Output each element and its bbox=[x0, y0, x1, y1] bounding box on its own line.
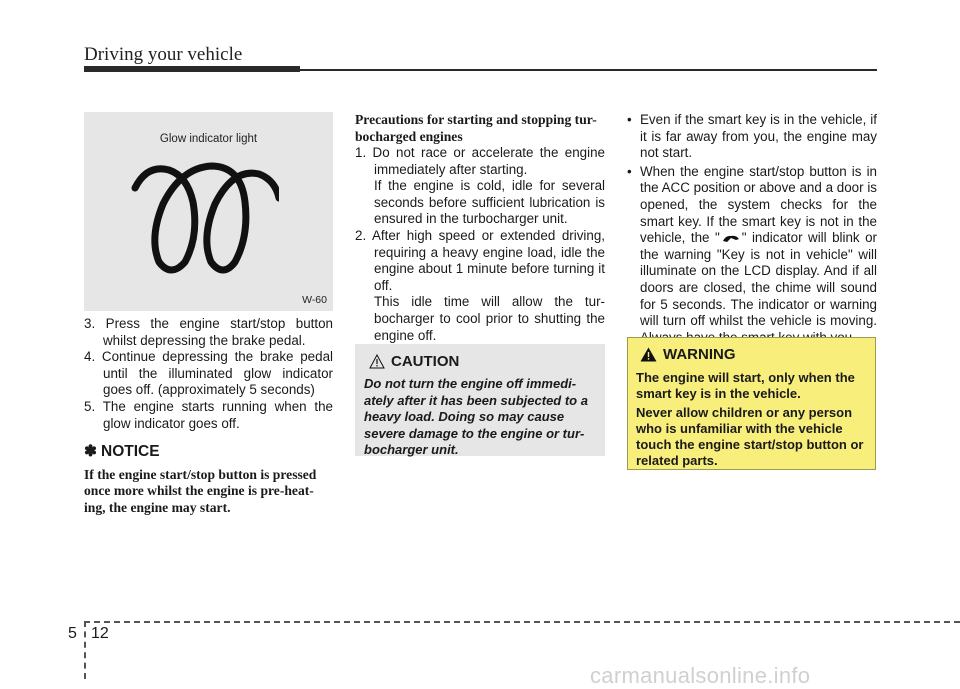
footer-divider bbox=[84, 621, 86, 679]
notice-title: NOTICE bbox=[101, 443, 160, 461]
chapter-number: 5 bbox=[68, 625, 77, 642]
footer-rule bbox=[84, 621, 960, 623]
bullet-2-text-a: When the engine start/stop button is in the ACC position or above and a door is opened, the system checks for the smart key. If the smart key is not in the vehicle, the " bbox=[640, 163, 877, 246]
page-header-title: Driving your vehicle bbox=[84, 44, 243, 65]
notice-symbol-icon: ✽ bbox=[84, 443, 97, 461]
header-rule-thick bbox=[84, 66, 300, 72]
warning-triangle-icon bbox=[640, 347, 657, 362]
figure-code: W-60 bbox=[302, 294, 327, 306]
precaution-item-1: 1. Do not race or accelerate the engine immediately after starting. bbox=[355, 145, 605, 177]
warning-text bbox=[636, 370, 870, 472]
warning-header bbox=[640, 346, 736, 363]
header-rule-thin bbox=[300, 69, 877, 71]
precaution-item-2-detail: This idle time will allow the tur-bocharger to cool prior to shutting the engine off. bbox=[374, 294, 605, 343]
caution-title: CAUTION bbox=[391, 353, 460, 370]
caution-header bbox=[369, 353, 459, 370]
glow-plug-coil-icon bbox=[129, 158, 279, 278]
bullet-2-text-b: " indicator will blink or the warning "Key is not in vehicle" will illuminate on the LCD display. And if all doors are closed, the chime will sound for 5 seconds. The indicator or warning will turn off whilst the vehicle is moving. bbox=[640, 230, 877, 329]
left-column bbox=[84, 316, 333, 516]
caution-triangle-icon bbox=[369, 354, 385, 369]
notice-header bbox=[84, 444, 333, 461]
caution-box bbox=[355, 344, 605, 456]
caution-text: Do not turn the engine off immedi-ately after it has been subjected to a heavy load. Doing so may cause severe damage to the engine or tur-bocharger unit. bbox=[364, 376, 588, 457]
page-number: 12 bbox=[91, 625, 109, 642]
figure-caption: Glow indicator light bbox=[159, 133, 258, 145]
middle-column bbox=[355, 112, 605, 344]
warning-para-1: The engine will start, only when the smart key is in the vehicle. bbox=[636, 370, 855, 401]
smart-key-indicator-icon bbox=[722, 234, 740, 244]
right-column bbox=[627, 112, 877, 348]
warning-box bbox=[627, 337, 876, 470]
glow-indicator-figure bbox=[84, 112, 333, 311]
step-3: 3. Press the engine start/stop button whilst depressing the brake pedal. bbox=[84, 316, 333, 348]
turbo-precautions-heading: Precautions for starting and stopping tur-bocharged engines bbox=[355, 112, 597, 144]
precaution-item-2: 2. After high speed or extended driving, requiring a heavy engine load, idle the engine about 1 minute before turning it off. bbox=[355, 227, 605, 293]
smart-key-bullet-1: • Even if the smart key is in the vehicle, if it is far away from you, the engine may not start. bbox=[627, 112, 877, 162]
warning-title: WARNING bbox=[663, 346, 736, 363]
precaution-item-1-detail: If the engine is cold, idle for several seconds before sufficient lubrication is ensured in the turbocharger unit. bbox=[374, 178, 605, 227]
notice-text: If the engine start/stop button is pressed once more whilst the engine is pre-heat-ing, the engine may start. bbox=[84, 466, 317, 515]
watermark: carmanualsonline.info bbox=[590, 663, 811, 688]
warning-para-2: Never allow children or any person who is unfamiliar with the vehicle touch the engine start/stop button or related parts. bbox=[636, 405, 864, 468]
step-4: 4. Continue depressing the brake pedal until the illuminated glow indicator goes off. (approximately 5 seconds) bbox=[84, 349, 333, 398]
smart-key-bullet-2 bbox=[627, 164, 877, 347]
step-5: 5. The engine starts running when the glow indicator goes off. bbox=[84, 398, 333, 431]
